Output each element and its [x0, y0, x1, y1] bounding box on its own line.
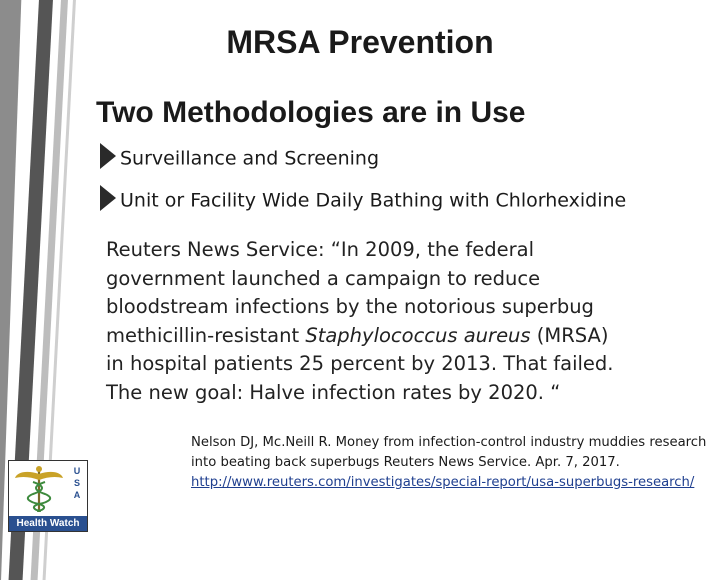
slide-title: MRSA Prevention — [226, 24, 494, 60]
logo-usa-letters — [71, 465, 83, 501]
arrow-bullet-icon — [100, 143, 116, 169]
citation-link[interactable]: http://www.reuters.com/investigates/special-report/usa-superbugs-research/ — [191, 475, 695, 490]
bullet-text: Unit or Facility Wide Daily Bathing with Chlorhexidine — [120, 189, 627, 212]
usa-health-watch-logo — [8, 460, 88, 532]
citation — [191, 433, 711, 493]
caduceus-icon — [13, 464, 65, 514]
logo-letter: U — [73, 466, 81, 476]
section-heading: Two Methodologies are in Use — [96, 96, 526, 129]
logo-letter: A — [73, 490, 81, 500]
bullet-item — [100, 188, 626, 214]
quote-text-end: (MRSA) in hospital patients 25 percent by 2013. That failed. The new goal: Halve infection rates by 2020. “ — [106, 323, 614, 404]
reuters-quote — [106, 236, 626, 407]
citation-text: Nelson DJ, Mc.Neill R. Money from infection-control industry muddies research into beating back superbugs Reuters News Service. Apr. 7, 2017. — [191, 435, 707, 470]
logo-caption: Health Watch — [9, 516, 87, 531]
logo-letter: S — [73, 478, 80, 488]
bullet-text: Surveillance and Screening — [120, 147, 380, 170]
quote-italic-species: Staphylococcus aureus — [305, 323, 531, 347]
quote-text: Reuters News Service: “In 2009, the federal government launched a campaign to reduce bloodstream infections by the notorious superbug methicillin-resistant — [106, 238, 594, 347]
arrow-bullet-icon — [100, 185, 116, 211]
bullet-item — [100, 146, 379, 172]
